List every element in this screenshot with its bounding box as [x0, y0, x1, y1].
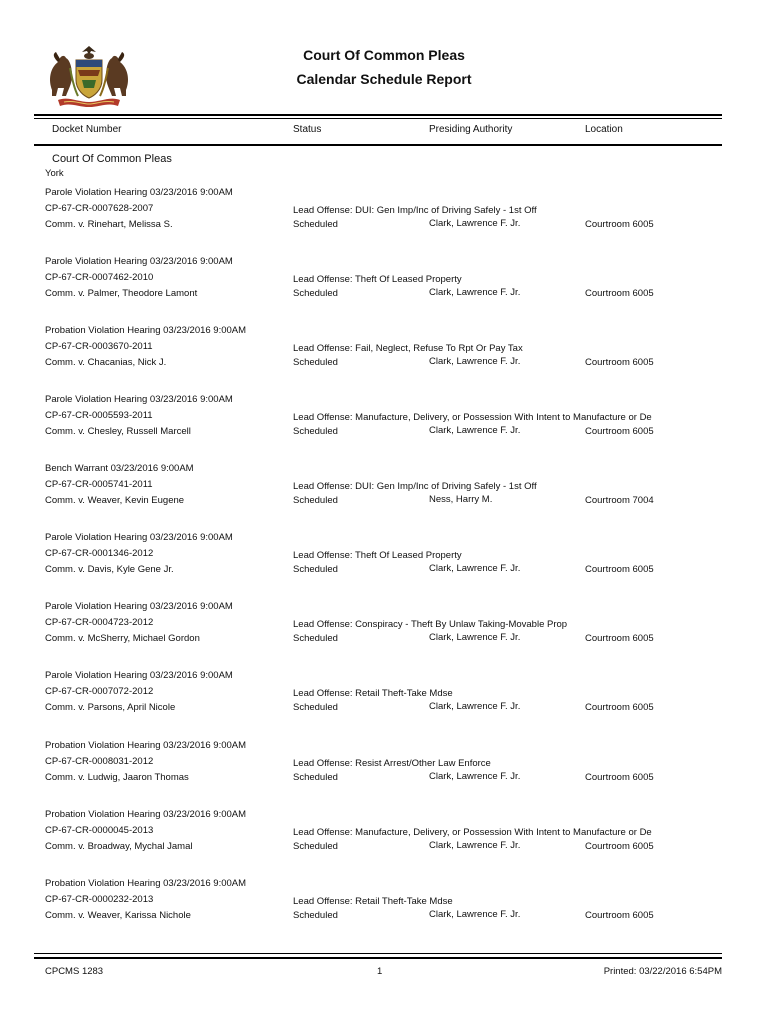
presiding-authority: Clark, Lawrence F. Jr. — [429, 218, 521, 229]
hearing-type: Parole Violation Hearing 03/23/2016 9:00AM — [45, 670, 233, 681]
case-location: Courtroom 6005 — [585, 702, 654, 713]
case-caption: Comm. v. McSherry, Michael Gordon — [45, 633, 200, 644]
presiding-authority: Clark, Lawrence F. Jr. — [429, 356, 521, 367]
lead-offense: Lead Offense: Theft Of Leased Property — [293, 274, 462, 285]
hearing-type: Parole Violation Hearing 03/23/2016 9:00AM — [45, 256, 233, 267]
case-status: Scheduled — [293, 426, 338, 437]
case-status: Scheduled — [293, 495, 338, 506]
lead-offense: Lead Offense: Retail Theft-Take Mdse — [293, 896, 453, 907]
case-status: Scheduled — [293, 564, 338, 575]
case-entry — [0, 809, 768, 879]
case-status: Scheduled — [293, 702, 338, 713]
presiding-authority: Clark, Lawrence F. Jr. — [429, 632, 521, 643]
lead-offense: Lead Offense: Conspiracy - Theft By Unlaw Taking-Movable Prop — [293, 619, 568, 630]
docket-number: CP-67-CR-0007462-2010 — [45, 272, 154, 283]
case-status: Scheduled — [293, 219, 338, 230]
case-status: Scheduled — [293, 910, 338, 921]
case-caption: Comm. v. Chacanias, Nick J. — [45, 357, 167, 368]
case-location: Courtroom 6005 — [585, 426, 654, 437]
case-status: Scheduled — [293, 633, 338, 644]
hearing-type: Parole Violation Hearing 03/23/2016 9:00AM — [45, 601, 233, 612]
docket-number: CP-67-CR-0007072-2012 — [45, 686, 154, 697]
case-location: Courtroom 7004 — [585, 495, 654, 506]
presiding-authority: Clark, Lawrence F. Jr. — [429, 840, 521, 851]
case-location: Courtroom 6005 — [585, 841, 654, 852]
hearing-type: Parole Violation Hearing 03/23/2016 9:00AM — [45, 394, 233, 405]
case-entry — [0, 394, 768, 464]
footer-rule — [34, 957, 722, 959]
lead-offense: Lead Offense: Manufacture, Delivery, or Possession With Intent to Manufacture or De — [293, 412, 652, 423]
docket-number: CP-67-CR-0008031-2012 — [45, 756, 154, 767]
presiding-authority: Clark, Lawrence F. Jr. — [429, 287, 521, 298]
column-header-location: Location — [585, 124, 623, 135]
docket-number: CP-67-CR-0004723-2012 — [45, 617, 154, 628]
hearing-type: Bench Warrant 03/23/2016 9:00AM — [45, 463, 194, 474]
hearing-type: Parole Violation Hearing 03/23/2016 9:00AM — [45, 532, 233, 543]
case-caption: Comm. v. Davis, Kyle Gene Jr. — [45, 564, 174, 575]
docket-number: CP-67-CR-0005593-2011 — [45, 410, 153, 421]
footer-rule-thin — [34, 953, 722, 954]
footer-printed-timestamp: Printed: 03/22/2016 6:54PM — [603, 966, 722, 977]
lead-offense: Lead Offense: Theft Of Leased Property — [293, 550, 462, 561]
lead-offense: Lead Offense: Fail, Neglect, Refuse To Rpt Or Pay Tax — [293, 343, 523, 354]
header-top-rule-thin — [34, 118, 722, 119]
hearing-type: Probation Violation Hearing 03/23/2016 9:00AM — [45, 878, 247, 889]
report-title: Calendar Schedule Report — [296, 71, 472, 87]
column-header-authority: Presiding Authority — [429, 124, 513, 135]
case-entry — [0, 878, 768, 948]
section-county: York — [45, 168, 64, 179]
docket-number: CP-67-CR-0000232-2013 — [45, 894, 154, 905]
case-entry — [0, 256, 768, 326]
docket-number: CP-67-CR-0003670-2011 — [45, 341, 153, 352]
case-status: Scheduled — [293, 288, 338, 299]
presiding-authority: Ness, Harry M. — [429, 494, 493, 505]
lead-offense: Lead Offense: DUI: Gen Imp/Inc of Driving Safely - 1st Off — [293, 205, 537, 216]
footer-form-id: CPCMS 1283 — [45, 966, 104, 977]
lead-offense: Lead Offense: DUI: Gen Imp/Inc of Driving Safely - 1st Off — [293, 481, 537, 492]
case-entry — [0, 532, 768, 602]
header-top-rule — [34, 114, 722, 116]
case-entry — [0, 187, 768, 257]
hearing-type: Probation Violation Hearing 03/23/2016 9:00AM — [45, 740, 247, 751]
case-status: Scheduled — [293, 772, 338, 783]
case-location: Courtroom 6005 — [585, 219, 654, 230]
case-caption: Comm. v. Weaver, Kevin Eugene — [45, 495, 185, 506]
case-location: Courtroom 6005 — [585, 564, 654, 575]
presiding-authority: Clark, Lawrence F. Jr. — [429, 701, 521, 712]
case-caption: Comm. v. Broadway, Mychal Jamal — [45, 841, 193, 852]
case-location: Courtroom 6005 — [585, 772, 654, 783]
presiding-authority: Clark, Lawrence F. Jr. — [429, 771, 521, 782]
column-header-docket: Docket Number — [52, 124, 122, 135]
hearing-type: Parole Violation Hearing 03/23/2016 9:00AM — [45, 187, 233, 198]
docket-number: CP-67-CR-0000045-2013 — [45, 825, 154, 836]
report-court-title: Court Of Common Pleas — [303, 47, 465, 63]
hearing-type: Probation Violation Hearing 03/23/2016 9:00AM — [45, 325, 247, 336]
docket-number: CP-67-CR-0001346-2012 — [45, 548, 154, 559]
case-entry — [0, 463, 768, 533]
case-location: Courtroom 6005 — [585, 288, 654, 299]
lead-offense: Lead Offense: Resist Arrest/Other Law Enforce — [293, 758, 491, 769]
case-location: Courtroom 6005 — [585, 633, 654, 644]
case-entry — [0, 601, 768, 671]
lead-offense: Lead Offense: Manufacture, Delivery, or Possession With Intent to Manufacture or De — [293, 827, 652, 838]
column-header-rule — [34, 144, 722, 146]
case-location: Courtroom 6005 — [585, 910, 654, 921]
column-header-status: Status — [293, 124, 322, 135]
docket-number: CP-67-CR-0007628-2007 — [45, 203, 154, 214]
section-court-name: Court Of Common Pleas — [52, 153, 172, 165]
case-status: Scheduled — [293, 841, 338, 852]
case-location: Courtroom 6005 — [585, 357, 654, 368]
case-entry — [0, 325, 768, 395]
case-entry — [0, 670, 768, 740]
case-caption: Comm. v. Rinehart, Melissa S. — [45, 219, 173, 230]
footer-page-number: 1 — [377, 966, 383, 977]
case-caption: Comm. v. Weaver, Karissa Nichole — [45, 910, 191, 921]
case-caption: Comm. v. Parsons, April Nicole — [45, 702, 176, 713]
presiding-authority: Clark, Lawrence F. Jr. — [429, 425, 521, 436]
presiding-authority: Clark, Lawrence F. Jr. — [429, 909, 521, 920]
lead-offense: Lead Offense: Retail Theft-Take Mdse — [293, 688, 453, 699]
case-entry — [0, 740, 768, 810]
case-caption: Comm. v. Ludwig, Jaaron Thomas — [45, 772, 189, 783]
docket-number: CP-67-CR-0005741-2011 — [45, 479, 153, 490]
case-caption: Comm. v. Chesley, Russell Marcell — [45, 426, 191, 437]
case-status: Scheduled — [293, 357, 338, 368]
case-caption: Comm. v. Palmer, Theodore Lamont — [45, 288, 198, 299]
hearing-type: Probation Violation Hearing 03/23/2016 9:00AM — [45, 809, 247, 820]
presiding-authority: Clark, Lawrence F. Jr. — [429, 563, 521, 574]
